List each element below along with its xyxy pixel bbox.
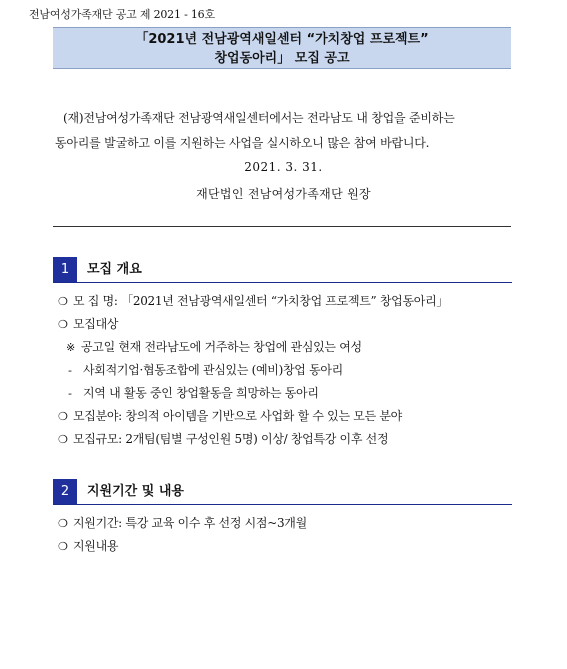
circle-bullet-icon: ❍ xyxy=(58,433,68,446)
signer-name: 재단법인 전남여성가족재단 원장 xyxy=(196,187,371,201)
list-item-note xyxy=(58,336,528,359)
list-item xyxy=(58,405,528,428)
list-item xyxy=(58,290,528,313)
circle-bullet-icon: ❍ xyxy=(58,410,68,423)
list-item-sub xyxy=(58,382,528,405)
title-line-1: 「2021년 전남광역새일센터 “가치창업 프로젝트” xyxy=(135,32,429,47)
dash-bullet-icon: - xyxy=(68,387,72,400)
section-2-list xyxy=(58,512,528,558)
announcement-date: 2021. 3. 31. xyxy=(244,160,323,174)
intro-line-2: 동아리를 발굴하고 이를 지원하는 사업을 실시하오니 많은 참여 바랍니다. xyxy=(55,136,430,150)
section-number-badge: 2 xyxy=(53,479,77,504)
list-item-text: 모집분야: 창의적 아이템을 기반으로 사업화 할 수 있는 모든 분야 xyxy=(73,409,402,423)
section-title: 지원기간 및 내용 xyxy=(87,484,184,499)
list-item-text: 사회적기업·협동조합에 관심있는 (예비)창업 동아리 xyxy=(83,363,343,377)
circle-bullet-icon: ❍ xyxy=(58,295,68,308)
circle-bullet-icon: ❍ xyxy=(58,318,68,331)
section-1-list xyxy=(58,290,528,451)
list-item-text: 지원내용 xyxy=(73,539,119,553)
list-item-text: 모 집 명: 「2021년 전남광역새일센터 “가치창업 프로젝트” 창업동아리」 xyxy=(73,294,449,308)
announcement-title-box xyxy=(53,27,511,69)
list-item-text: 모집규모: 2개팀(팀별 구성인원 5명) 이상/ 창업특강 이후 선정 xyxy=(73,432,389,446)
list-item xyxy=(58,535,528,558)
list-item-text: 공고일 현재 전라남도에 거주하는 창업에 관심있는 여성 xyxy=(81,340,362,354)
list-item-text: 지역 내 활동 중인 창업활동을 희망하는 동아리 xyxy=(83,386,319,400)
section-title: 모집 개요 xyxy=(87,262,142,277)
list-item-text: 지원기간: 특강 교육 이수 후 선정 시점~3개월 xyxy=(73,516,307,530)
circle-bullet-icon: ❍ xyxy=(58,517,68,530)
section-header-2 xyxy=(53,479,512,505)
title-line-2: 창업동아리」 모집 공고 xyxy=(214,51,350,66)
circle-bullet-icon: ❍ xyxy=(58,540,68,553)
list-item-text: 모집대상 xyxy=(73,317,119,331)
list-item xyxy=(58,313,528,336)
document-number: 전남여성가족재단 공고 제 2021 - 16호 xyxy=(29,8,215,21)
intro-line-1: (재)전남여성가족재단 전남광역새일센터에서는 전라남도 내 창업을 준비하는 xyxy=(63,111,455,125)
section-number-badge: 1 xyxy=(53,257,77,282)
divider-line xyxy=(53,226,511,227)
list-item-sub xyxy=(58,359,528,382)
reference-mark-icon: ※ xyxy=(66,341,75,354)
dash-bullet-icon: - xyxy=(68,364,72,377)
list-item xyxy=(58,428,528,451)
intro-paragraph xyxy=(55,106,513,156)
list-item xyxy=(58,512,528,535)
section-header-1 xyxy=(53,257,512,283)
